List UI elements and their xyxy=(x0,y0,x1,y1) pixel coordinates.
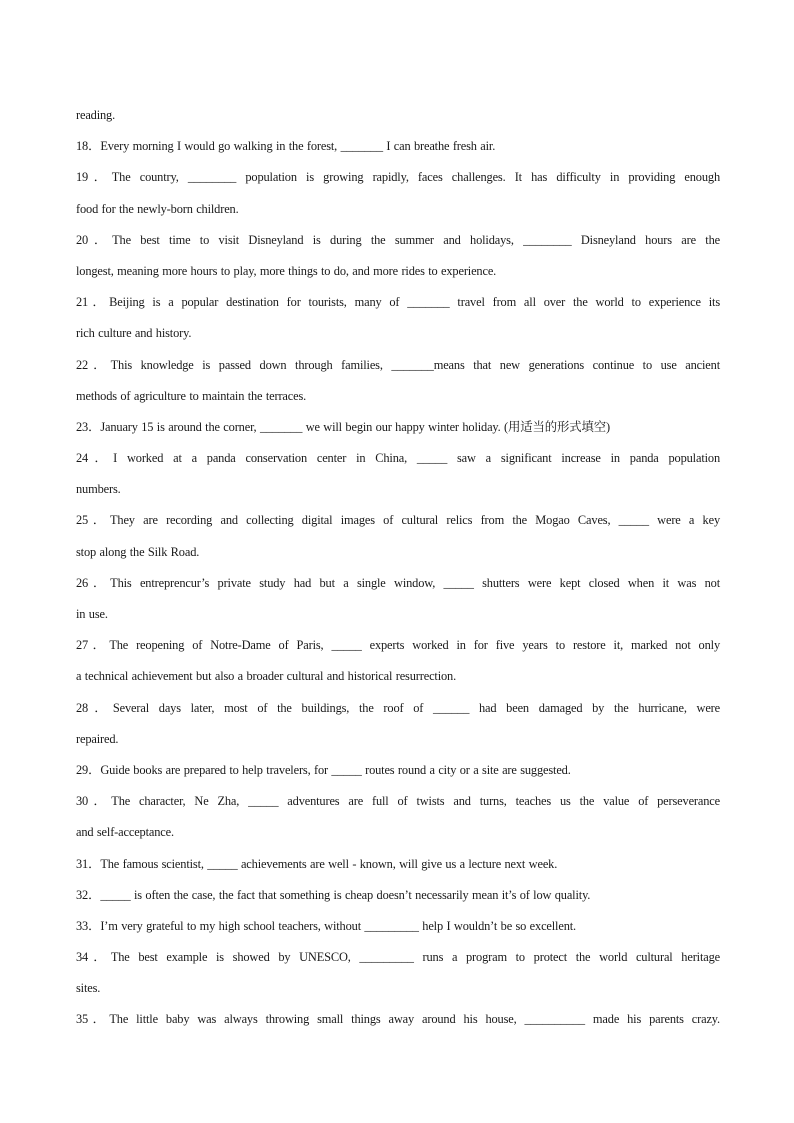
text-line: methods of agriculture to maintain the terraces. xyxy=(76,388,307,403)
question-34: 34．The best example is showed by UNESCO, _________ runs a program to protect the world cultural heritage xyxy=(76,950,720,965)
question-25: 25．They are recording and collecting digital images of cultural relics from the Mogao Caves, _____ were a key xyxy=(76,513,720,528)
question-22: 22．This knowledge is passed down through families, _______means that new generations continue to use ancient xyxy=(76,357,720,372)
text-line: stop along the Silk Road. xyxy=(76,544,200,559)
question-26: 26．This entreprencur’s private study had but a single window, _____ shutters were kept closed when it was not xyxy=(76,575,720,590)
question-31: 31．The famous scientist, _____ achievements are well - known, will give us a lecture next week. xyxy=(76,856,558,871)
text-line: a technical achievement but also a broader cultural and historical resurrection. xyxy=(76,669,457,684)
text-line: in use. xyxy=(76,607,108,621)
question-29: 29．Guide books are prepared to help travelers, for _____ routes round a city or a site are suggested. xyxy=(76,762,571,777)
text-line: repaired. xyxy=(76,731,119,746)
question-24: 24．I worked at a panda conservation center in China, _____ saw a significant increase in panda population xyxy=(76,451,720,466)
question-27: 27．The reopening of Notre-Dame of Paris, _____ experts worked in for five years to restore it, marked not only xyxy=(76,638,720,653)
text-line: sites. xyxy=(76,981,101,996)
text-line: reading. xyxy=(76,108,116,122)
worksheet-page xyxy=(76,100,720,1036)
text-line: food for the newly-born children. xyxy=(76,201,239,216)
question-33: 33．I’m very grateful to my high school teachers, without _________ help I wouldn’t be so excellent. xyxy=(76,918,576,933)
question-35: 35．The little baby was always throwing small things away around his house, __________ made his parents crazy. xyxy=(76,1012,720,1027)
question-32: 32．_____ is often the case, the fact that something is cheap doesn’t necessarily mean it’s of low quality. xyxy=(76,887,591,902)
question-23: 23．January 15 is around the corner, _______ we will begin our happy winter holiday. (用适当的形式填空) xyxy=(76,419,610,434)
question-18: 18．Every morning I would go walking in the forest, _______ I can breathe fresh air. xyxy=(76,139,496,154)
question-19: 19．The country, ________ population is growing rapidly, faces challenges. It has difficulty in providing enough xyxy=(76,170,720,185)
text-line: rich culture and history. xyxy=(76,326,192,341)
text-line: numbers. xyxy=(76,482,121,497)
text-line: longest, meaning more hours to play, more things to do, and more rides to experience. xyxy=(76,263,497,278)
question-30: 30．The character, Ne Zha, _____ adventures are full of twists and turns, teaches us the value of perseverance xyxy=(76,794,720,809)
question-20: 20．The best time to visit Disneyland is during the summer and holidays, ________ Disneyland hours are the xyxy=(76,232,720,247)
question-21: 21．Beijing is a popular destination for tourists, many of _______ travel from all over the world to experience its xyxy=(76,295,720,310)
text-line: and self-acceptance. xyxy=(76,825,174,840)
question-28: 28．Several days later, most of the buildings, the roof of ______ had been damaged by the hurricane, were xyxy=(76,700,720,715)
